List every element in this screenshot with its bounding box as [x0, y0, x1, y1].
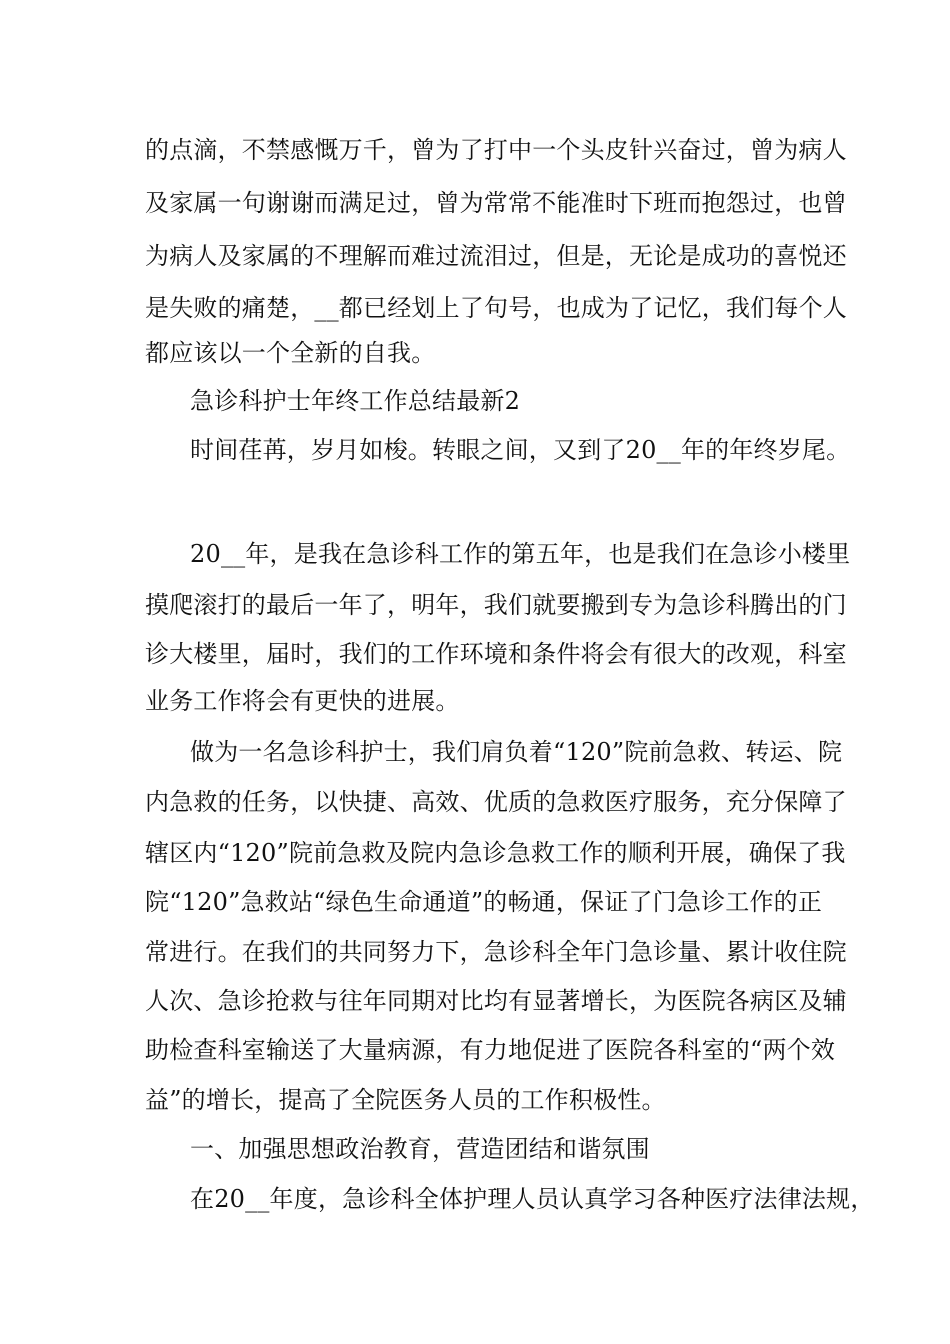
paragraph-line: 都应该以一个全新的自我。 — [145, 339, 436, 367]
paragraph-line: 人次、急诊抢救与往年同期对比均有显著增长，为医院各病区及辅 — [145, 987, 847, 1015]
paragraph-line: 做为一名急诊科护士，我们肩负着“120”院前急救、转运、院 — [190, 738, 843, 766]
section-subheading: 一、加强思想政治教育，营造团结和谐氛围 — [190, 1135, 650, 1163]
paragraph-line: 辖区内“120”院前急救及院内急诊急救工作的顺利开展，确保了我 — [145, 839, 846, 867]
paragraph-line: 内急救的任务，以快捷、高效、优质的急救医疗服务，充分保障了 — [145, 788, 847, 816]
paragraph-line: 院“120”急救站“绿色生命通道”的畅通，保证了门急诊工作的正 — [145, 888, 823, 916]
paragraph-line: 助检查科室输送了大量病源，有力地促进了医院各科室的“两个效 — [145, 1036, 836, 1064]
paragraph-line: 20__年，是我在急诊科工作的第五年，也是我们在急诊小楼里 — [190, 540, 851, 568]
paragraph-line: 业务工作将会有更快的进展。 — [145, 687, 460, 715]
paragraph-line: 时间荏苒，岁月如梭。转眼之间，又到了20__年的年终岁尾。 — [190, 436, 851, 464]
paragraph-line: 为病人及家属的不理解而难过流泪过，但是，无论是成功的喜悦还 — [145, 242, 847, 270]
paragraph-line: 诊大楼里，届时，我们的工作环境和条件将会有很大的改观，科室 — [145, 640, 847, 668]
paragraph-line: 及家属一句谢谢而满足过，曾为常常不能准时下班而抱怨过，也曾 — [145, 189, 847, 217]
paragraph-line: 的点滴，不禁感慨万千，曾为了打中一个头皮针兴奋过，曾为病人 — [145, 136, 847, 164]
paragraph-line: 常进行。在我们的共同努力下，急诊科全年门急诊量、累计收住院 — [145, 938, 847, 966]
section-heading: 急诊科护士年终工作总结最新2 — [190, 387, 521, 415]
paragraph-line: 是失败的痛楚，__都已经划上了句号，也成为了记忆，我们每个人 — [145, 294, 847, 322]
paragraph-line: 摸爬滚打的最后一年了，明年，我们就要搬到专为急诊科腾出的门 — [145, 591, 847, 619]
paragraph-line: 益”的增长，提高了全院医务人员的工作积极性。 — [145, 1086, 666, 1114]
paragraph-line: 在20__年度，急诊科全体护理人员认真学习各种医疗法律法规， — [190, 1185, 875, 1213]
